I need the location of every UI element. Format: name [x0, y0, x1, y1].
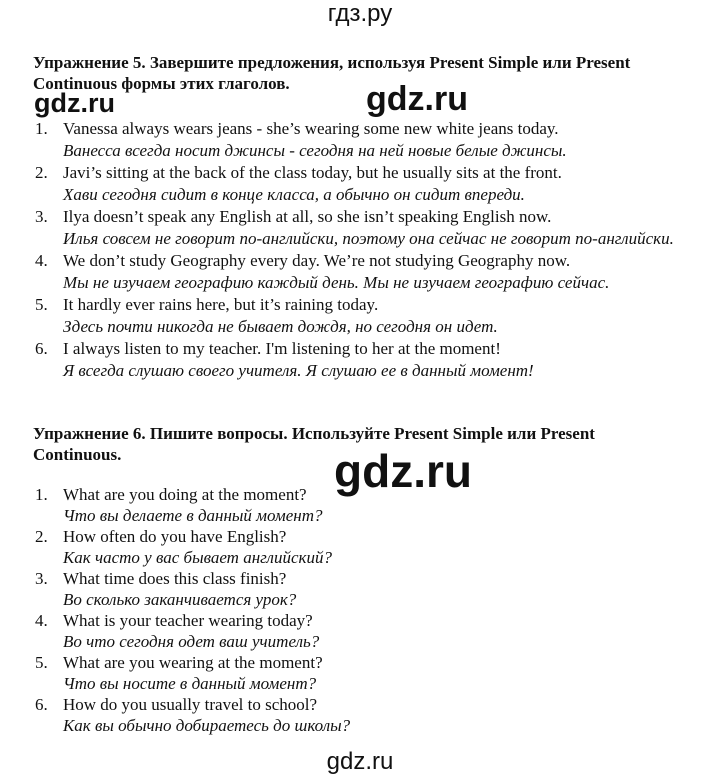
item-number: 5.: [35, 295, 48, 314]
russian-translation: Во сколько заканчивается урок?: [63, 590, 297, 609]
item-number: 3.: [35, 207, 48, 226]
item-number: 2.: [35, 527, 48, 546]
english-question: How do you usually travel to school?: [63, 695, 318, 714]
russian-translation: Мы не изучаем географию каждый день. Мы не изучаем географию сейчас.: [63, 273, 610, 292]
watermark: gdz.ru: [366, 80, 468, 118]
english-sentence: I always listen to my teacher. I'm listening to her at the moment!: [63, 339, 501, 358]
list-item: [35, 484, 675, 526]
russian-translation: Что вы носите в данный момент?: [63, 674, 317, 693]
english-sentence: We don’t study Geography every day. We’re not studying Geography now.: [63, 251, 571, 270]
english-sentence: Vanessa always wears jeans - she’s wearing some new white jeans today.: [63, 119, 559, 138]
item-number: 4.: [35, 611, 48, 630]
site-header: гдз.ру: [327, 0, 393, 27]
russian-translation: Я всегда слушаю своего учителя. Я слушаю ее в данный момент!: [63, 361, 534, 380]
list-item: [35, 338, 675, 382]
english-sentence: Ilya doesn’t speak any English at all, so she isn’t speaking English now.: [63, 207, 552, 226]
item-number: 4.: [35, 251, 48, 270]
list-item: [35, 206, 675, 250]
list-item: [35, 610, 675, 652]
english-question: What time does this class finish?: [63, 569, 287, 588]
russian-translation: Здесь почти никогда не бывает дождя, но сегодня он идет.: [63, 317, 498, 336]
item-number: 3.: [35, 569, 48, 588]
exercise-5-list: [35, 118, 675, 382]
list-item: [35, 294, 675, 338]
english-question: What are you wearing at the moment?: [63, 653, 323, 672]
english-question: What is your teacher wearing today?: [63, 611, 313, 630]
list-item: [35, 568, 675, 610]
exercise-6-title: Упражнение 6. Пишите вопросы. Используйте Present Simple или Present Continuous.: [33, 424, 595, 464]
item-number: 1.: [35, 119, 48, 138]
site-footer: gdz.ru: [326, 748, 394, 775]
russian-translation: Как часто у вас бывает английский?: [63, 548, 332, 567]
item-number: 5.: [35, 653, 48, 672]
item-number: 6.: [35, 339, 48, 358]
english-sentence: Javi’s sitting at the back of the class today, but he usually sits at the front.: [63, 163, 562, 182]
english-sentence: It hardly ever rains here, but it’s raining today.: [63, 295, 379, 314]
watermark: gdz.ru: [34, 88, 115, 118]
russian-translation: Илья совсем не говорит по-английски, поэтому она сейчас не говорит по-английски.: [63, 229, 674, 248]
watermark: gdz.ru: [334, 445, 472, 497]
list-item: [35, 652, 675, 694]
list-item: [35, 162, 675, 206]
list-item: [35, 694, 675, 736]
list-item: [35, 250, 675, 294]
russian-translation: Что вы делаете в данный момент?: [63, 506, 323, 525]
english-question: What are you doing at the moment?: [63, 485, 307, 504]
russian-translation: Как вы обычно добираетесь до школы?: [63, 716, 351, 735]
russian-translation: Ванесса всегда носит джинсы - сегодня на ней новые белые джинсы.: [63, 141, 567, 160]
exercise-6-list: [35, 484, 675, 736]
russian-translation: Во что сегодня одет ваш учитель?: [63, 632, 320, 651]
list-item: [35, 526, 675, 568]
russian-translation: Хави сегодня сидит в конце класса, а обычно он сидит впереди.: [63, 185, 525, 204]
list-item: [35, 118, 675, 162]
exercise-5-title: Упражнение 5. Завершите предложения, используя Present Simple или Present Continuous формы этих глаголов.: [33, 53, 631, 93]
english-question: How often do you have English?: [63, 527, 287, 546]
item-number: 6.: [35, 695, 48, 714]
item-number: 2.: [35, 163, 48, 182]
item-number: 1.: [35, 485, 48, 504]
